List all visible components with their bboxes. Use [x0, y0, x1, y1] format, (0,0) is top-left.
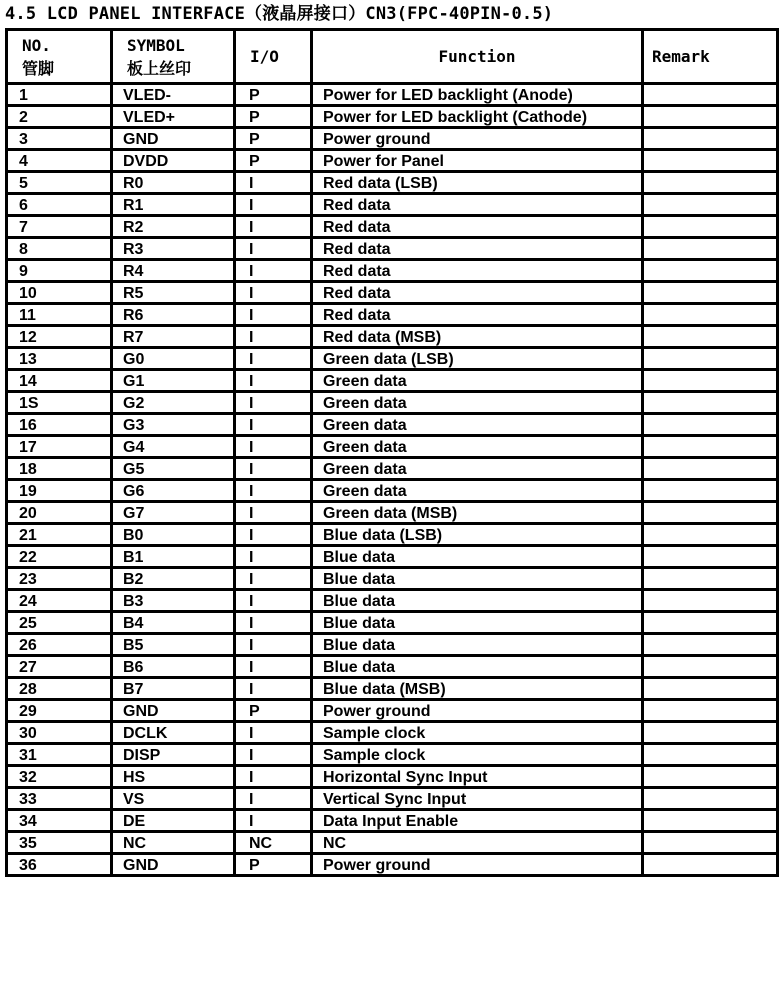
- cell-remark: [643, 238, 778, 260]
- cell-function: NC: [312, 832, 643, 854]
- cell-remark: [643, 392, 778, 414]
- cell-remark: [643, 150, 778, 172]
- cell-symbol: R3: [112, 238, 235, 260]
- cell-remark: [643, 612, 778, 634]
- table-row: [7, 832, 778, 854]
- cell-pin-no: 6: [7, 194, 112, 216]
- table-row: [7, 744, 778, 766]
- cell-remark: [643, 282, 778, 304]
- table-row: [7, 546, 778, 568]
- cell-symbol: DISP: [112, 744, 235, 766]
- cell-pin-no: 17: [7, 436, 112, 458]
- cell-symbol: G5: [112, 458, 235, 480]
- cell-remark: [643, 348, 778, 370]
- cell-function: Blue data (MSB): [312, 678, 643, 700]
- table-row: [7, 370, 778, 392]
- cell-function: Red data: [312, 304, 643, 326]
- cell-pin-no: 33: [7, 788, 112, 810]
- cell-function: Blue data: [312, 634, 643, 656]
- section-title: 4.5 LCD PANEL INTERFACE（液晶屏接口）CN3(FPC-40PIN-0.5): [5, 4, 554, 24]
- table-row: [7, 854, 778, 876]
- cell-symbol: R6: [112, 304, 235, 326]
- table-row: [7, 502, 778, 524]
- table-row: [7, 260, 778, 282]
- cell-remark: [643, 304, 778, 326]
- cell-pin-no: 20: [7, 502, 112, 524]
- cell-pin-no: 24: [7, 590, 112, 612]
- cell-io: I: [235, 766, 312, 788]
- cell-pin-no: 2: [7, 106, 112, 128]
- header-cell-function: Function: [312, 30, 643, 84]
- table-row: [7, 678, 778, 700]
- cell-pin-no: 12: [7, 326, 112, 348]
- cell-pin-no: 35: [7, 832, 112, 854]
- cell-remark: [643, 436, 778, 458]
- cell-remark: [643, 106, 778, 128]
- cell-io: I: [235, 568, 312, 590]
- cell-function: Green data: [312, 392, 643, 414]
- cell-io: P: [235, 84, 312, 106]
- table-row: [7, 458, 778, 480]
- cell-symbol: G4: [112, 436, 235, 458]
- cell-function: Red data: [312, 194, 643, 216]
- cell-symbol: B5: [112, 634, 235, 656]
- header-row: [7, 30, 778, 84]
- cell-io: I: [235, 414, 312, 436]
- header-cell-no: [7, 30, 112, 84]
- table-row: [7, 128, 778, 150]
- cell-pin-no: 1: [7, 84, 112, 106]
- cell-io: I: [235, 260, 312, 282]
- cell-function: Red data (LSB): [312, 172, 643, 194]
- cell-function: Green data (LSB): [312, 348, 643, 370]
- cell-symbol: GND: [112, 700, 235, 722]
- cell-function: Power for LED backlight (Anode): [312, 84, 643, 106]
- cell-symbol: VLED-: [112, 84, 235, 106]
- cell-pin-no: 19: [7, 480, 112, 502]
- cell-io: I: [235, 282, 312, 304]
- cell-pin-no: 13: [7, 348, 112, 370]
- cell-function: Power ground: [312, 128, 643, 150]
- cell-pin-no: 31: [7, 744, 112, 766]
- cell-io: I: [235, 612, 312, 634]
- cell-io: I: [235, 480, 312, 502]
- cell-symbol: R1: [112, 194, 235, 216]
- cell-remark: [643, 634, 778, 656]
- cell-remark: [643, 480, 778, 502]
- cell-symbol: GND: [112, 128, 235, 150]
- cell-pin-no: 22: [7, 546, 112, 568]
- header-no-en: NO.: [22, 35, 51, 55]
- cell-remark: [643, 524, 778, 546]
- table-row: [7, 810, 778, 832]
- table-row: [7, 524, 778, 546]
- cell-io: I: [235, 634, 312, 656]
- cell-remark: [643, 194, 778, 216]
- cell-function: Blue data: [312, 568, 643, 590]
- cell-io: I: [235, 172, 312, 194]
- table-row: [7, 568, 778, 590]
- cell-symbol: HS: [112, 766, 235, 788]
- cell-io: I: [235, 744, 312, 766]
- cell-remark: [643, 84, 778, 106]
- cell-function: Blue data: [312, 590, 643, 612]
- cell-io: I: [235, 678, 312, 700]
- cell-symbol: DVDD: [112, 150, 235, 172]
- cell-io: NC: [235, 832, 312, 854]
- cell-function: Green data: [312, 414, 643, 436]
- cell-io: I: [235, 590, 312, 612]
- cell-function: Red data: [312, 260, 643, 282]
- table-row: [7, 172, 778, 194]
- cell-function: Power ground: [312, 854, 643, 876]
- table-row: [7, 700, 778, 722]
- cell-io: I: [235, 392, 312, 414]
- cell-function: Horizontal Sync Input: [312, 766, 643, 788]
- cell-function: Blue data: [312, 656, 643, 678]
- cell-remark: [643, 260, 778, 282]
- cell-pin-no: 28: [7, 678, 112, 700]
- cell-symbol: DE: [112, 810, 235, 832]
- cell-pin-no: 8: [7, 238, 112, 260]
- cell-io: I: [235, 546, 312, 568]
- cell-pin-no: 34: [7, 810, 112, 832]
- cell-symbol: B1: [112, 546, 235, 568]
- cell-io: I: [235, 370, 312, 392]
- cell-io: I: [235, 348, 312, 370]
- cell-pin-no: 10: [7, 282, 112, 304]
- cell-pin-no: 1S: [7, 392, 112, 414]
- cell-pin-no: 14: [7, 370, 112, 392]
- cell-symbol: B4: [112, 612, 235, 634]
- table-row: [7, 634, 778, 656]
- table-row: [7, 304, 778, 326]
- cell-remark: [643, 414, 778, 436]
- cell-symbol: G1: [112, 370, 235, 392]
- cell-function: Green data: [312, 458, 643, 480]
- cell-function: Sample clock: [312, 722, 643, 744]
- cell-pin-no: 16: [7, 414, 112, 436]
- table-row: [7, 480, 778, 502]
- cell-function: Blue data (LSB): [312, 524, 643, 546]
- cell-pin-no: 30: [7, 722, 112, 744]
- cell-symbol: VS: [112, 788, 235, 810]
- cell-pin-no: 36: [7, 854, 112, 876]
- header-symbol-en: SYMBOL: [127, 35, 185, 55]
- table-row: [7, 326, 778, 348]
- cell-io: P: [235, 150, 312, 172]
- cell-remark: [643, 656, 778, 678]
- table-row: [7, 612, 778, 634]
- cell-symbol: DCLK: [112, 722, 235, 744]
- table-row: [7, 766, 778, 788]
- cell-symbol: G2: [112, 392, 235, 414]
- cell-io: I: [235, 238, 312, 260]
- header-cell-symbol: [112, 30, 235, 84]
- cell-io: I: [235, 810, 312, 832]
- cell-io: I: [235, 656, 312, 678]
- cell-function: Power for Panel: [312, 150, 643, 172]
- cell-remark: [643, 810, 778, 832]
- cell-symbol: G0: [112, 348, 235, 370]
- cell-function: Blue data: [312, 546, 643, 568]
- cell-pin-no: 26: [7, 634, 112, 656]
- pin-table: [5, 28, 779, 877]
- cell-io: P: [235, 106, 312, 128]
- cell-symbol: NC: [112, 832, 235, 854]
- table-row: [7, 150, 778, 172]
- cell-symbol: G3: [112, 414, 235, 436]
- cell-symbol: B7: [112, 678, 235, 700]
- cell-remark: [643, 700, 778, 722]
- cell-function: Power for LED backlight (Cathode): [312, 106, 643, 128]
- table-row: [7, 282, 778, 304]
- cell-function: Red data: [312, 238, 643, 260]
- cell-pin-no: 21: [7, 524, 112, 546]
- cell-function: Blue data: [312, 612, 643, 634]
- cell-io: P: [235, 854, 312, 876]
- cell-remark: [643, 172, 778, 194]
- cell-remark: [643, 216, 778, 238]
- cell-pin-no: 23: [7, 568, 112, 590]
- cell-pin-no: 32: [7, 766, 112, 788]
- cell-function: Green data: [312, 480, 643, 502]
- cell-remark: [643, 458, 778, 480]
- cell-io: I: [235, 216, 312, 238]
- cell-io: I: [235, 436, 312, 458]
- cell-symbol: G6: [112, 480, 235, 502]
- cell-remark: [643, 678, 778, 700]
- cell-symbol: R5: [112, 282, 235, 304]
- table-row: [7, 722, 778, 744]
- cell-remark: [643, 832, 778, 854]
- table-row: [7, 590, 778, 612]
- table-row: [7, 84, 778, 106]
- cell-remark: [643, 854, 778, 876]
- cell-remark: [643, 766, 778, 788]
- cell-symbol: GND: [112, 854, 235, 876]
- table-row: [7, 656, 778, 678]
- cell-function: Vertical Sync Input: [312, 788, 643, 810]
- header-no-cn: 管脚: [22, 58, 55, 78]
- cell-pin-no: 18: [7, 458, 112, 480]
- cell-symbol: B6: [112, 656, 235, 678]
- table-row: [7, 392, 778, 414]
- table-row: [7, 238, 778, 260]
- cell-pin-no: 27: [7, 656, 112, 678]
- header-cell-io: I/O: [235, 30, 312, 84]
- cell-io: I: [235, 458, 312, 480]
- header-cell-remark: Remark: [643, 30, 778, 84]
- cell-symbol: VLED+: [112, 106, 235, 128]
- cell-io: P: [235, 128, 312, 150]
- cell-remark: [643, 502, 778, 524]
- cell-io: I: [235, 326, 312, 348]
- table-row: [7, 194, 778, 216]
- cell-function: Red data: [312, 216, 643, 238]
- cell-symbol: R2: [112, 216, 235, 238]
- cell-function: Green data (MSB): [312, 502, 643, 524]
- cell-pin-no: 25: [7, 612, 112, 634]
- table-row: [7, 216, 778, 238]
- cell-symbol: R0: [112, 172, 235, 194]
- cell-io: I: [235, 722, 312, 744]
- cell-remark: [643, 568, 778, 590]
- cell-symbol: G7: [112, 502, 235, 524]
- cell-pin-no: 5: [7, 172, 112, 194]
- cell-io: I: [235, 524, 312, 546]
- table-row: [7, 788, 778, 810]
- cell-symbol: R7: [112, 326, 235, 348]
- cell-symbol: B2: [112, 568, 235, 590]
- cell-pin-no: 9: [7, 260, 112, 282]
- cell-symbol: B3: [112, 590, 235, 612]
- cell-function: Green data: [312, 436, 643, 458]
- cell-remark: [643, 128, 778, 150]
- cell-io: I: [235, 304, 312, 326]
- header-symbol-cn: 板上丝印: [127, 58, 192, 78]
- cell-io: I: [235, 502, 312, 524]
- table-row: [7, 106, 778, 128]
- cell-remark: [643, 722, 778, 744]
- cell-io: I: [235, 194, 312, 216]
- cell-pin-no: 29: [7, 700, 112, 722]
- cell-pin-no: 3: [7, 128, 112, 150]
- cell-function: Power ground: [312, 700, 643, 722]
- cell-remark: [643, 326, 778, 348]
- cell-pin-no: 4: [7, 150, 112, 172]
- cell-function: Green data: [312, 370, 643, 392]
- cell-function: Sample clock: [312, 744, 643, 766]
- cell-io: P: [235, 700, 312, 722]
- cell-remark: [643, 744, 778, 766]
- cell-function: Data Input Enable: [312, 810, 643, 832]
- cell-remark: [643, 590, 778, 612]
- cell-symbol: R4: [112, 260, 235, 282]
- cell-pin-no: 7: [7, 216, 112, 238]
- cell-remark: [643, 370, 778, 392]
- cell-remark: [643, 788, 778, 810]
- cell-symbol: B0: [112, 524, 235, 546]
- cell-function: Red data (MSB): [312, 326, 643, 348]
- cell-io: I: [235, 788, 312, 810]
- table-row: [7, 348, 778, 370]
- table-row: [7, 414, 778, 436]
- table-row: [7, 436, 778, 458]
- cell-pin-no: 11: [7, 304, 112, 326]
- cell-function: Red data: [312, 282, 643, 304]
- cell-remark: [643, 546, 778, 568]
